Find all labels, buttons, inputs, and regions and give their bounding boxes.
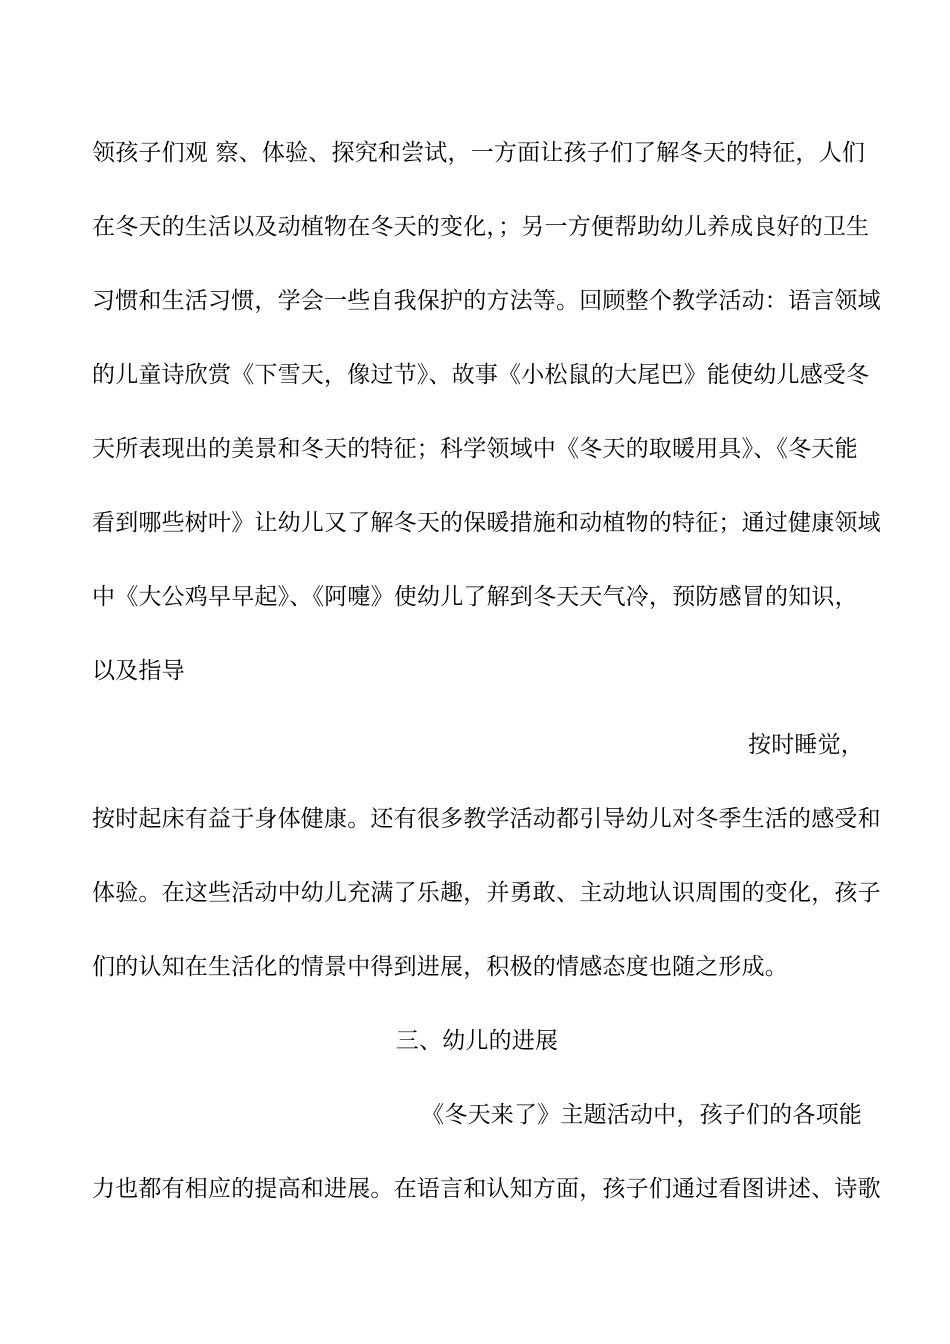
section-heading: 三、幼儿的进展 (395, 1028, 559, 1054)
paragraph-line: 以及指导 (92, 658, 185, 684)
paragraph-line: 体验。在这些活动中幼儿充满了乐趣，并勇敢、主动地认识周围的变化，孩子 (92, 880, 881, 906)
paragraph-line: 看到哪些树叶》让幼儿又了解冬天的保暖措施和动植物的特征；通过健康领域 (92, 510, 881, 536)
paragraph-line: 习惯和生活习惯，学会一些自我保护的方法等。回顾整个教学活动：语言领域 (92, 288, 881, 314)
paragraph-line: 的儿童诗欣赏《下雪天，像过节》、故事《小松鼠的大尾巴》能使幼儿感受冬 (92, 362, 870, 388)
paragraph-line: 中《大公鸡早早起》、《阿嚏》使幼儿了解到冬天天气冷，预防感冒的知识， (92, 584, 858, 610)
paragraph-line: 们的认知在生活化的情景中得到进展，积极的情感态度也随之形成。 (92, 954, 788, 980)
paragraph-line: 按时起床有益于身体健康。还有很多教学活动都引导幼儿对冬季生活的感受和 (92, 806, 881, 832)
paragraph-line: 天所表现出的美景和冬天的特征；科学领域中《冬天的取暖用具》、《冬天能 (92, 436, 858, 462)
paragraph-line: 在冬天的生活以及动植物在冬天的变化，；另一方便帮助幼儿养成良好的卫生 (92, 214, 870, 240)
paragraph-line: 领孩子们观 察、体验、探究和尝试，一方面让孩子们了解冬天的特征，人们 (92, 140, 866, 166)
paragraph-first-line: 《冬天来了》主题活动中，孩子们的各项能 (421, 1102, 862, 1128)
right-aligned-fragment: 按时睡觉， (748, 732, 864, 758)
paragraph-line: 力也都有相应的提高和进展。在语言和认知方面，孩子们通过看图讲述、诗歌 (92, 1176, 881, 1202)
